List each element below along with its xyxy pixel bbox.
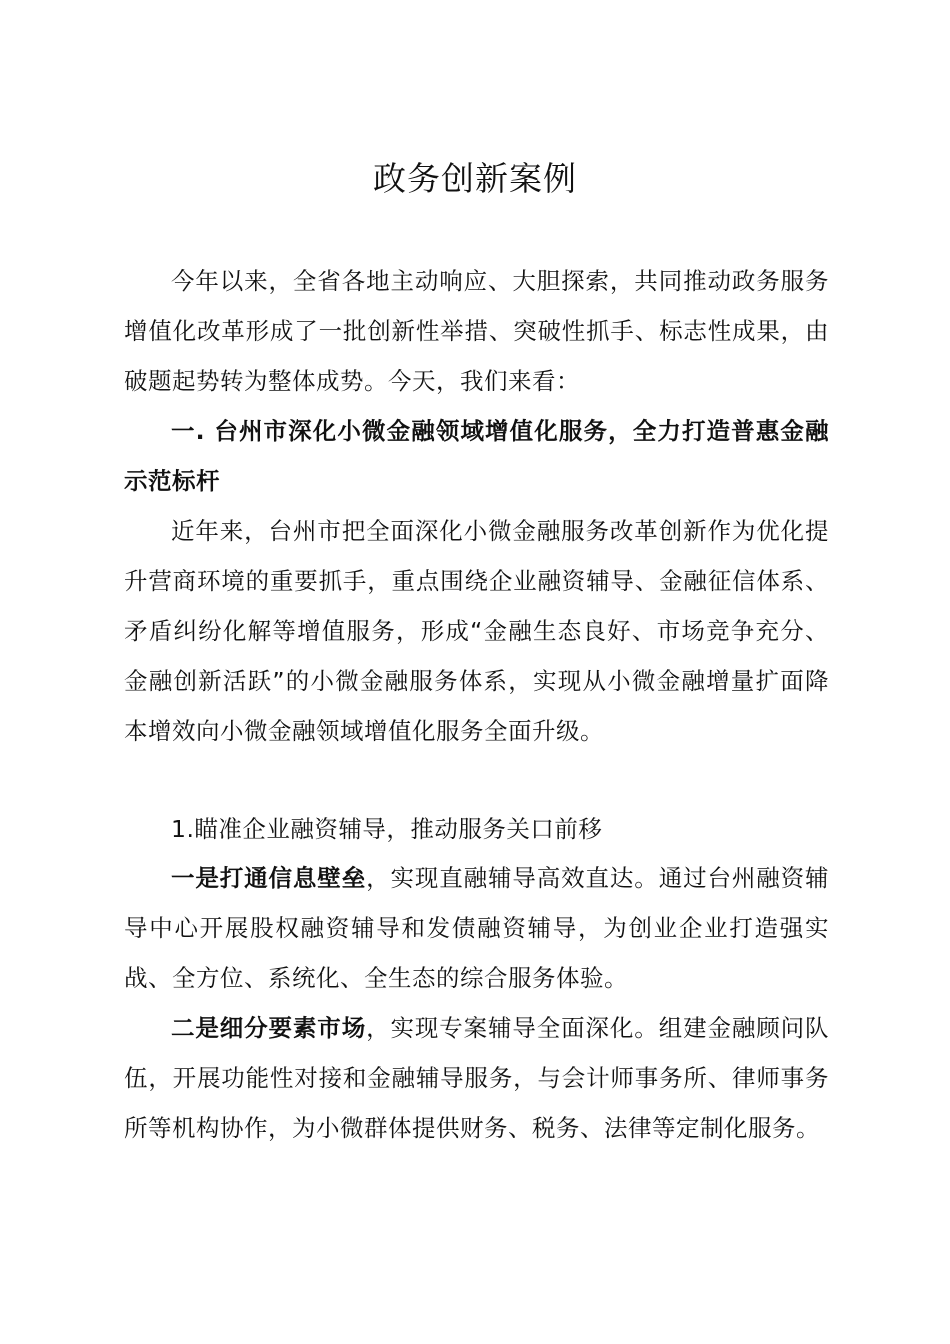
item-paragraph-2-text	[124, 1003, 829, 1153]
subsection-heading	[124, 804, 829, 854]
item-1-body: ，实现直融辅导高效直达。通过台州融资辅导中心开展股权融资辅导和发债融资辅导，为创业企业打造强实战、全方位、系统化、全生态的综合服务体验。	[124, 864, 830, 992]
section-paragraph-text: 近年来，台州市把全面深化小微金融服务改革创新作为优化提升营商环境的重要抓手，重点围绕企业融资辅导、金融征信体系、矛盾纠纷化解等增值服务，形成“金融生态良好、市场竞争充分、金融创新活跃”的小微金融服务体系，实现从小微金融增量扩面降本增效向小微金融领域增值化服务全面升级。	[124, 517, 829, 745]
document-title: 政务创新案例	[373, 159, 577, 198]
item-paragraph-1-text	[124, 853, 829, 1003]
item-paragraph-1	[124, 853, 829, 1003]
intro-paragraph	[124, 256, 829, 406]
section-heading	[124, 406, 829, 506]
subsection-heading-text: 1.瞄准企业融资辅导，推动服务关口前移	[171, 815, 603, 843]
intro-text: 今年以来，全省各地主动响应、大胆探索，共同推动政务服务增值化改革形成了一批创新性举措、突破性抓手、标志性成果，由破题起势转为整体成势。今天，我们来看：	[124, 267, 829, 395]
item-paragraph-2	[124, 1003, 829, 1153]
item-2-body: ，实现专案辅导全面深化。组建金融顾问队伍，开展功能性对接和金融辅导服务，与会计师事务所、律师事务所等机构协作，为小微群体提供财务、税务、法律等定制化服务。	[124, 1014, 830, 1142]
item-1-lead: 一是打通信息壁垒	[171, 864, 367, 892]
section-paragraph	[124, 506, 829, 756]
item-2-lead: 二是细分要素市场	[171, 1014, 367, 1042]
section-heading-text: 一. 台州市深化小微金融领域增值化服务，全力打造普惠金融示范标杆	[124, 417, 829, 495]
